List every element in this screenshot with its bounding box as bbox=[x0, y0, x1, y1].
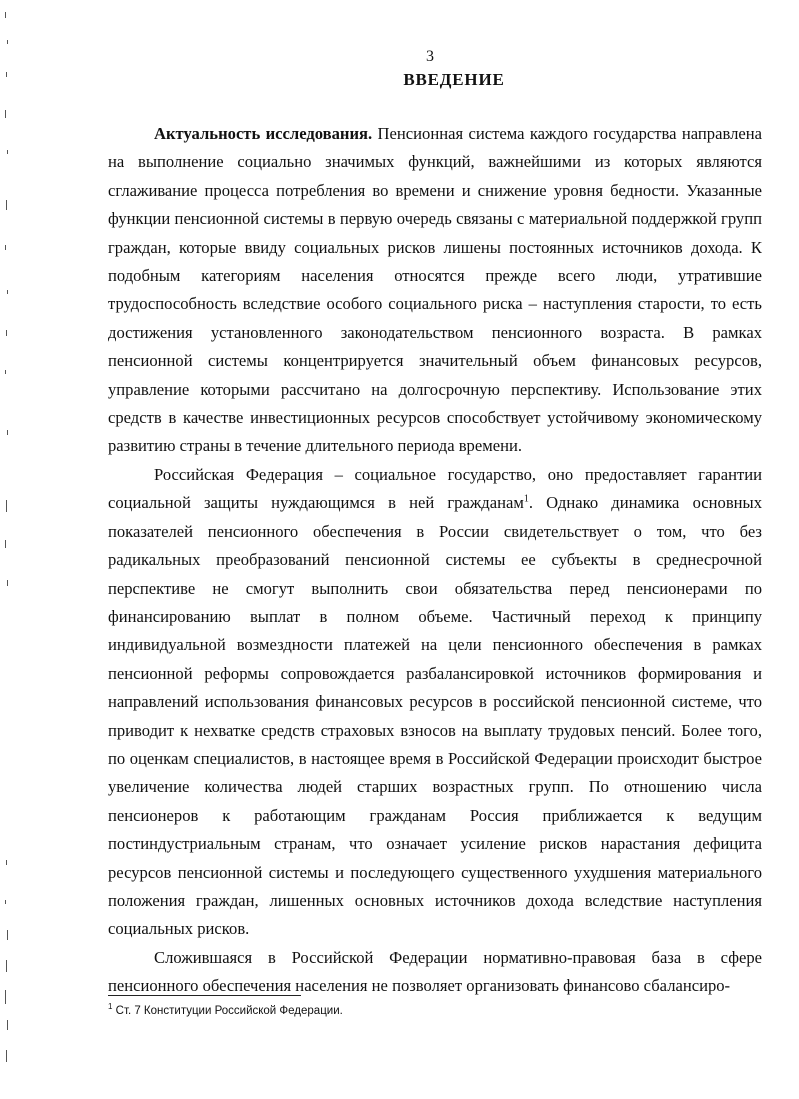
paragraph-text: . Однако динамика основных показателей пенсионного обеспечения в России свидетельствует о том, что без радикальных преобразований пенсионной системы ее субъекты в среднесрочной перспективе не смогут выполнить свои обязательства перед пенсионерами по финансированию выплат в полном объеме. Частичный переход к принципу индивидуальной возмездности платежей на цели пенсионного обеспечения в рамках пенсионной реформы сопровождается разбалансировкой источников формирования и направлений использования финансовых ресурсов в российской пенсионной системе, что приводит к нехватке средств страховых взносов на выплату трудовых пенсий. Более того, по оценкам специалистов, в настоящее время в Российской Федерации происходит быстрое увеличение количества людей старших возрастных групп. По отношению числа пенсионеров к работающим гражданам Россия приближается к ведущим постиндустриальным странам, что означает усиление рисков нарастания дефицита ресурсов пенсионной системы и последующего существенного ухудшения материального положения граждан, лишенных основных источников дохода вследствие наступления социальных рисков. bbox=[108, 493, 762, 939]
paragraph-text: Российская Федерация – социальное государство, оно предоставляет гарантии социальной защиты нуждающимся в ней гражданам bbox=[108, 464, 762, 513]
footnote-mark: 1 bbox=[108, 1002, 113, 1012]
paragraph-text: Сложившаяся в Российской Федерации нормативно-правовая база в сфере пенсионного обеспечения населения не позволяет организовать финансово сбалансиро- bbox=[108, 947, 762, 996]
paragraph-text: Пенсионная система каждого государства направлена на выполнение социально значимых функций, важнейшими из которых являются сглаживание процесса потребления во времени и снижение уровня бедности. Указанные функции пенсионной системы в первую очередь связаны с материальной поддержкой групп граждан, которые ввиду социальных рисков лишены постоянных источников дохода. К подобным категориям населения относятся прежде всего люди, утратившие трудоспособность вследствие особого социального риска – наступления старости, то есть достижения установленного законодательством пенсионного возраста. В рамках пенсионной системы концентрируется значительный объем финансовых ресурсов, управление которыми рассчитано на долгосрочную перспективу. Использование этих средств в качестве инвестиционных ресурсов способствует устойчивому экономическому развитию страны в течение длительного периода времени. bbox=[108, 124, 762, 456]
footnote-reference[interactable]: 1 bbox=[523, 493, 529, 505]
paragraph-relevance bbox=[108, 120, 762, 461]
footnote-text: Ст. 7 Конституции Российской Федерации. bbox=[112, 1005, 343, 1017]
footnote bbox=[108, 1004, 708, 1018]
footnote-separator bbox=[108, 995, 301, 996]
scan-edge-marks bbox=[2, 0, 12, 1094]
page-number: 3 bbox=[426, 48, 434, 65]
paragraph-legal-base bbox=[108, 944, 762, 1001]
paragraph-russian-federation bbox=[108, 461, 762, 944]
section-heading: ВВЕДЕНИЕ bbox=[403, 70, 505, 89]
paragraph-lead: Актуальность исследования. bbox=[154, 124, 373, 143]
body-text bbox=[108, 120, 762, 1001]
